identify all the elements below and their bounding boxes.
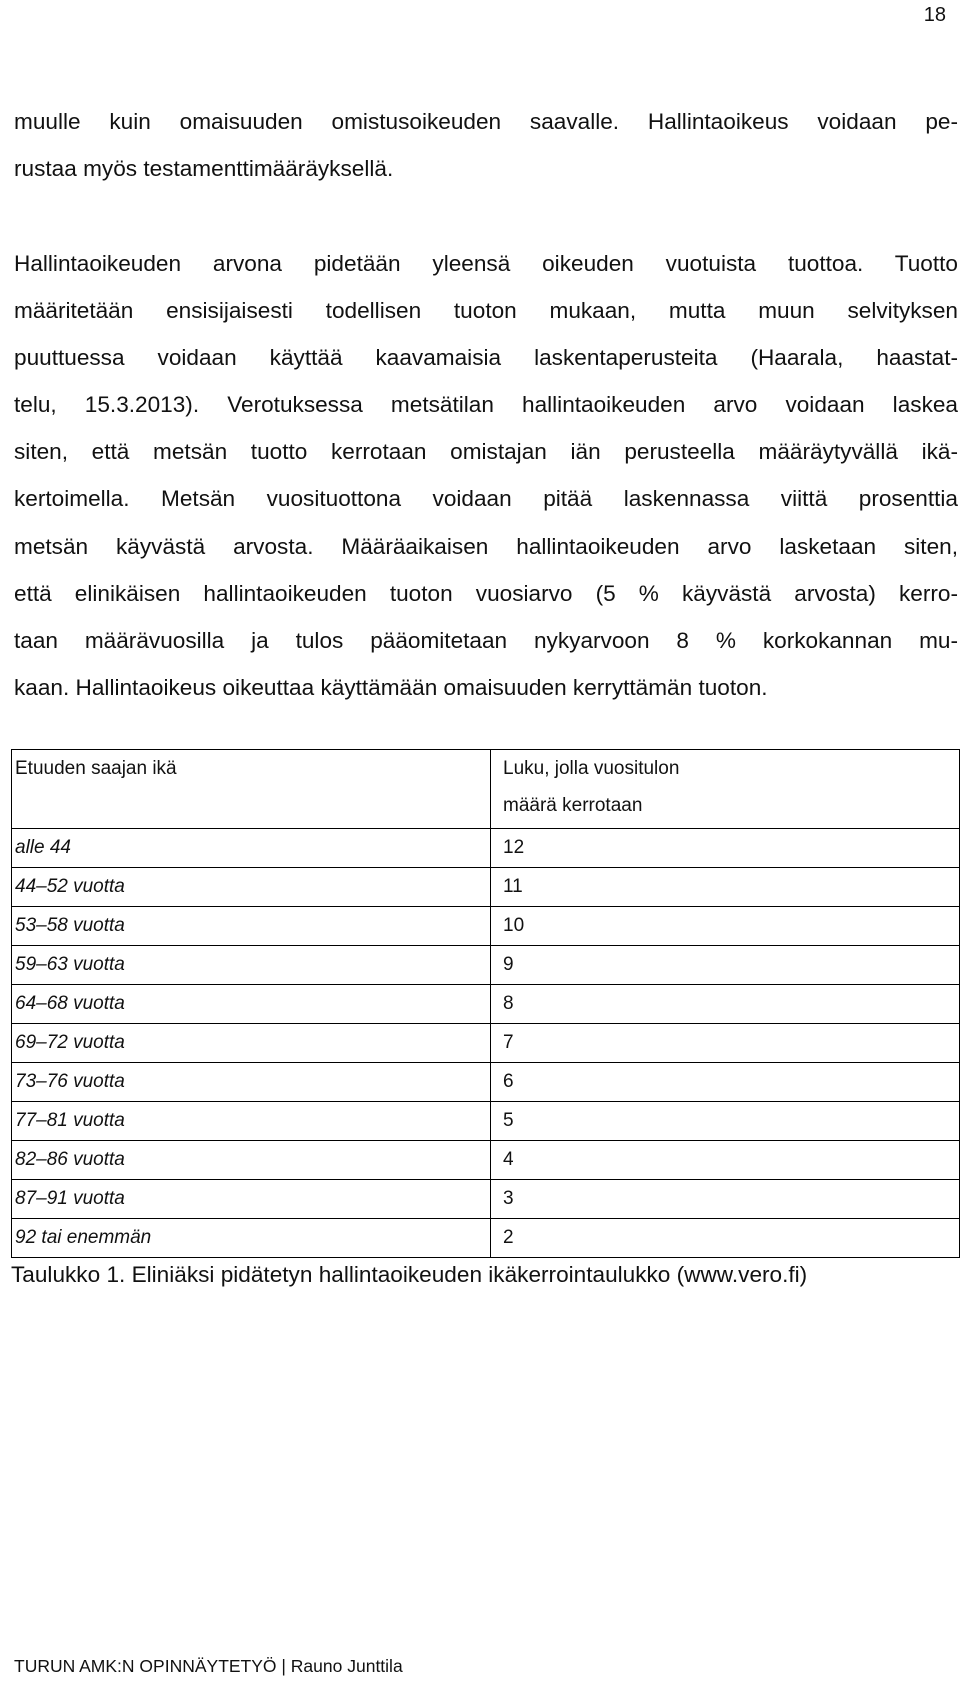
factor-cell: 9	[491, 946, 960, 985]
factor-cell: 10	[491, 907, 960, 946]
factor-cell: 4	[491, 1141, 960, 1180]
text-line: siten, että metsän tuotto kerrotaan omistajan iän perusteella määräytyvällä ikä-	[14, 439, 958, 465]
table-row	[12, 985, 960, 1024]
paragraph-2	[14, 240, 958, 711]
text-line: rustaa myös testamenttimääräyksellä.	[14, 156, 394, 182]
factor-cell: 8	[491, 985, 960, 1024]
table-row	[12, 1102, 960, 1141]
page-footer: TURUN AMK:N OPINNÄYTETYÖ | Rauno Junttila	[14, 1656, 403, 1676]
text-line: kertoimella. Metsän vuosituottona voidaan pitää laskennassa viittä prosenttia	[14, 486, 958, 512]
age-cell: 59–63 vuotta	[12, 946, 491, 985]
age-cell: alle 44	[12, 829, 491, 868]
text-line: telu, 15.3.2013). Verotuksessa metsätilan hallintaoikeuden arvo voidaan laskea	[14, 392, 958, 418]
age-cell: 82–86 vuotta	[12, 1141, 491, 1180]
text-line: metsän käyvästä arvosta. Määräaikaisen hallintaoikeuden arvo lasketaan siten,	[14, 533, 958, 559]
factor-cell: 6	[491, 1063, 960, 1102]
age-cell: 44–52 vuotta	[12, 868, 491, 907]
text-line: muulle kuin omaisuuden omistusoikeuden saavalle. Hallintaoikeus voidaan pe-	[14, 109, 958, 134]
factor-cell: 3	[491, 1180, 960, 1219]
table-row	[12, 868, 960, 907]
header-age: Etuuden saajan ikä	[12, 750, 491, 829]
age-cell: 77–81 vuotta	[12, 1102, 491, 1141]
table-caption: Taulukko 1. Eliniäksi pidätetyn hallintaoikeuden ikäkerrointaulukko (www.vero.fi)	[11, 1262, 808, 1287]
paragraph-1	[14, 98, 958, 192]
text-line: taan määrävuosilla ja tulos pääomitetaan nykyarvoon 8 % korkokannan mu-	[14, 627, 958, 653]
factor-cell: 2	[491, 1219, 960, 1258]
factor-cell: 11	[491, 868, 960, 907]
factor-cell: 5	[491, 1102, 960, 1141]
age-cell: 92 tai enemmän	[12, 1219, 491, 1258]
text-line: puuttuessa voidaan käyttää kaavamaisia laskentaperusteita (Haarala, haastat-	[14, 345, 958, 371]
table-row	[12, 1141, 960, 1180]
header-factor	[491, 750, 960, 829]
text-line: kaan. Hallintaoikeus oikeuttaa käyttämään omaisuuden kerryttämän tuoton.	[14, 674, 768, 700]
age-factor-table	[11, 749, 960, 1258]
table-row	[12, 1180, 960, 1219]
page-number: 18	[923, 4, 946, 26]
table-row	[12, 829, 960, 868]
text-line: että elinikäisen hallintaoikeuden tuoton vuosiarvo (5 % käyvästä arvosta) kerro-	[14, 580, 958, 606]
header-factor-line2: määrä kerrotaan	[503, 795, 643, 816]
factor-cell: 7	[491, 1024, 960, 1063]
factor-cell: 12	[491, 829, 960, 868]
table-row	[12, 1219, 960, 1258]
table-row	[12, 1063, 960, 1102]
table-row	[12, 907, 960, 946]
age-cell: 73–76 vuotta	[12, 1063, 491, 1102]
table-row	[12, 1024, 960, 1063]
age-cell: 64–68 vuotta	[12, 985, 491, 1024]
table-row	[12, 946, 960, 985]
age-cell: 87–91 vuotta	[12, 1180, 491, 1219]
table-header-row	[12, 750, 960, 829]
age-cell: 69–72 vuotta	[12, 1024, 491, 1063]
header-factor-line1: Luku, jolla vuositulon	[503, 758, 680, 779]
text-line: Hallintaoikeuden arvona pidetään yleensä oikeuden vuotuista tuottoa. Tuotto	[14, 251, 958, 276]
age-cell: 53–58 vuotta	[12, 907, 491, 946]
text-line: määritetään ensisijaisesti todellisen tuoton mukaan, mutta muun selvityksen	[14, 298, 958, 324]
